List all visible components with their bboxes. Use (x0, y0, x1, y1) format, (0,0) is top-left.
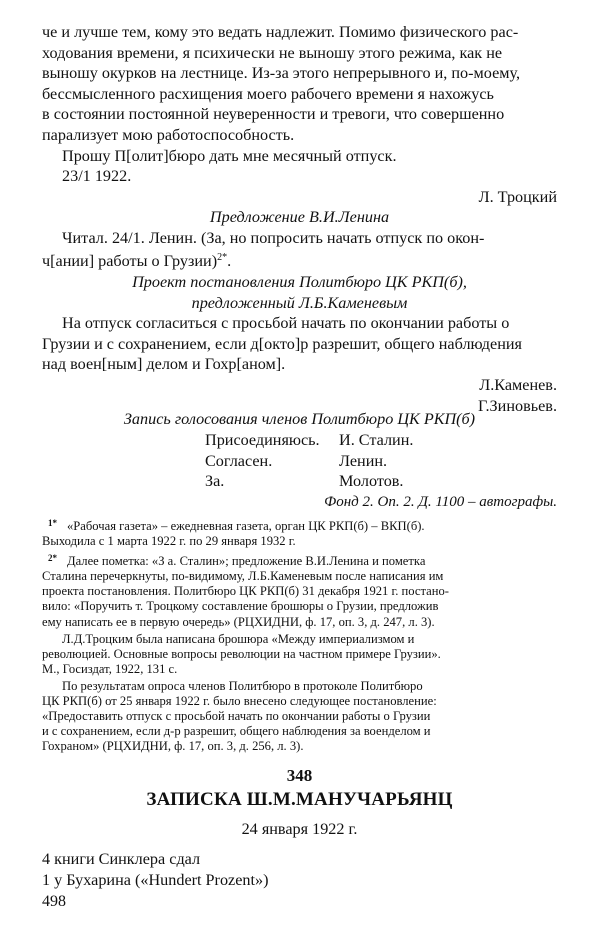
footnote-1-mark: 1* (48, 518, 57, 528)
vote-member: И. Сталин. (339, 431, 414, 449)
footnote-para-line: М., Госиздат, 1922, 131 с. (42, 661, 178, 676)
kamenev-draft (42, 272, 557, 416)
footnotes (42, 516, 557, 754)
kamenev-heading: Проект постановления Политбюро ЦК РКП(б), (132, 273, 467, 291)
footnote-2-line: проекта постановления. Политбюро ЦК РКП(б) 31 декабря 1921 г. постано- (42, 584, 449, 599)
document-line: 4 книги Синклера сдал (42, 850, 201, 868)
vote-row (205, 451, 465, 472)
footnote-1-line: Выходила с 1 марта 1922 г. по 29 января 1932 г. (42, 534, 296, 549)
footnote-para-line: революцией. Основные вопросы революции на частном примере Грузии». (42, 646, 441, 661)
lenin-heading: Предложение В.И.Ленина (209, 208, 390, 226)
vote-member: Молотов. (339, 472, 404, 491)
vote-label: Согласен. (205, 451, 273, 470)
footnote-1-text: «Рабочая газета» – ежедневная газета, орган ЦК РКП(б) – ВКП(б). (67, 519, 425, 533)
document-title: ЗАПИСКА Ш.М.МАНУЧАРЬЯНЦ (146, 789, 453, 810)
vote-label: За. (205, 472, 225, 491)
letter-line: в состоянии постоянной неуверенности и тревоги, что совершенно (42, 105, 505, 124)
vote-table (205, 430, 465, 492)
footnote-para-line: По результатам опроса членов Политбюро в протоколе Политбюро (62, 678, 423, 693)
footnote-2-text: Далее пометка: «З а. Сталин»; предложение В.И.Ленина и пометка (67, 554, 426, 569)
letter-line: че и лучше тем, кому это ведать надлежит. Помимо физического рас- (42, 23, 519, 41)
lenin-proposal (42, 207, 557, 272)
vote-row (205, 471, 465, 492)
footnote-2-mark: 2* (48, 553, 57, 564)
footnote-para-line: и с сохранением, если д-р разрешит, общего наблюдения за военделом и (42, 724, 431, 739)
lenin-line (42, 248, 557, 272)
lenin-line: Читал. 24/1. Ленин. (За, но попросить начать отпуск по окон- (62, 228, 485, 247)
footnote-para-line: Гохраном» (РЦХИДНИ, ф. 17, оп. 3, д. 256, л. 3). (42, 739, 304, 754)
vote-label: Присоединяюсь. (205, 431, 320, 449)
letter-line: парализует мою работоспособность. (42, 125, 295, 144)
letter-date: 23/1 1922. (62, 167, 132, 186)
zinoviev-signature: Г.Зиновьев. (477, 396, 557, 415)
vote-member: Ленин. (339, 451, 388, 470)
archive-ref-block (42, 492, 557, 513)
vote-heading: Запись голосования членов Политбюро ЦК РКП(б) (123, 410, 476, 428)
vote-record (42, 409, 557, 430)
document-date: 24 января 1922 г. (241, 820, 358, 838)
lenin-line-text: ч[ании] работы о Грузии) (42, 252, 218, 271)
kamenev-signature: Л.Каменев. (479, 375, 557, 394)
letter-line: бессмысленного расхищения моего рабочего времени я нахожусь (42, 84, 494, 103)
kamenev-line: над воен[ным] делом и Гохр[аном]. (42, 355, 286, 374)
letter-signature: Л. Троцкий (478, 187, 557, 206)
footnote-2-line: ему написать ее в первую очередь» (РЦХИДНИ, ф. 17, оп. 3, д. 247, л. 3). (42, 614, 435, 629)
footnote-para-line: Л.Д.Троцким была написана брошюра «Между империализмом и (62, 631, 415, 646)
kamenev-heading: предложенный Л.Б.Каменевым (191, 293, 408, 312)
archive-reference: Фонд 2. Оп. 2. Д. 1100 – автографы. (324, 494, 557, 510)
footnote-1-line (42, 516, 557, 534)
letter-line: ходования времени, я психически не выношу этого режима, как не (42, 43, 503, 62)
footnote-para-line: «Предоставить отпуск с просьбой начать по окончании работы о Грузии (42, 709, 431, 724)
vote-row (205, 430, 465, 451)
document-number: 348 (286, 766, 313, 785)
document-line: 1 у Бухарина («Hundert Prozent») (42, 870, 269, 889)
kamenev-line: Грузии и с сохранением, если д[окто]р разрешит, общего наблюдения (42, 334, 522, 353)
footnote-2-line (42, 551, 557, 569)
letter-body (42, 22, 557, 207)
footnote-ref-2: 2* (217, 252, 228, 264)
lenin-line-end: . (227, 252, 232, 271)
letter-request: Прошу П[олит]бюро дать мне месячный отпуск. (62, 146, 397, 165)
document-body (42, 849, 557, 890)
page-number: 498 (42, 893, 66, 910)
footnote-2-line: вило: «Поручить т. Троцкому составление брошюры о Грузии, предложив (42, 599, 439, 614)
footnote-para-line: ЦК РКП(б) от 25 января 1922 г. было внесено следующее постановление: (42, 694, 437, 709)
letter-line: выношу окурков на лестнице. Из-за этого непрерывного и, по-моему, (42, 64, 521, 83)
footnote-2-line: Сталина перечеркнуты, по-видимому, Л.Б.Каменевым после написания им (42, 569, 444, 584)
kamenev-line: На отпуск согласиться с просьбой начать по окончании работы о (62, 314, 510, 333)
